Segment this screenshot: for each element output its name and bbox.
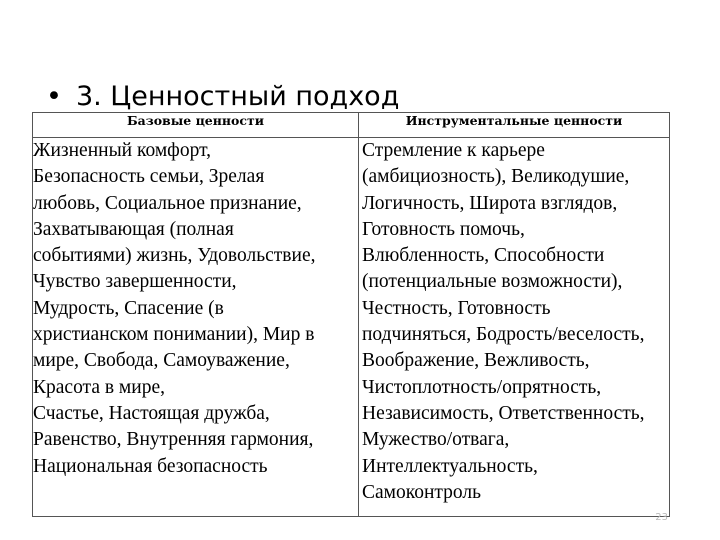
text-line: Стремление к карьере: [362, 140, 545, 161]
text-line: любовь, Социальное признание,: [33, 192, 302, 214]
text-line: Интеллектуальность,: [362, 455, 538, 477]
table-row: [33, 138, 670, 517]
text-line: Мужество/отвага,: [362, 429, 510, 451]
header-basic-values: Базовые ценности: [33, 113, 359, 138]
text-line: Воображение, Вежливость,: [362, 350, 590, 372]
text-line: Счастье, Настоящая дружба,: [33, 402, 270, 424]
text-line: Красота в мире,: [33, 376, 165, 398]
bullet-marker: •: [46, 81, 62, 112]
text-line: (амбициозность), Великодушие,: [362, 166, 630, 188]
text-line: Жизненный комфорт,: [33, 140, 211, 161]
instrumental-values-cell: [359, 138, 670, 517]
text-line: Чистоплотность/опрятность,: [362, 376, 602, 398]
text-line: Готовность помочь,: [362, 218, 525, 240]
text-line: Захватывающая (полная: [33, 218, 234, 240]
text-line: Национальная безопасность: [33, 455, 268, 477]
text-line: Чувство завершенности,: [33, 271, 237, 293]
text-line: Самоконтроль: [362, 481, 482, 503]
text-line: Равенство, Внутренняя гармония,: [33, 429, 314, 451]
text-line: событиями) жизнь, Удовольствие,: [33, 245, 316, 267]
text-line: Честность, Готовность: [362, 297, 551, 319]
text-line: Мудрость, Спасение (в: [33, 297, 224, 319]
text-line: Влюбленность, Способности: [362, 245, 605, 267]
text-line: (потенциальные возможности),: [362, 271, 623, 293]
values-table: [32, 112, 670, 517]
text-line: подчиняться, Бодрость/веселость,: [362, 324, 645, 346]
slide-number: 23: [655, 512, 668, 523]
text-line: мире, Свобода, Самоуважение,: [33, 350, 290, 372]
basic-values-cell: [33, 138, 359, 517]
page-title: 3. Ценностный подход: [75, 81, 400, 112]
text-line: христианском понимании), Мир в: [33, 324, 315, 346]
slide-heading: [46, 80, 399, 114]
table-header-row: [33, 113, 670, 138]
text-line: Логичность, Широта взглядов,: [362, 192, 618, 214]
header-instrumental-values: Инструментальные ценности: [359, 113, 670, 138]
text-line: Безопасность семьи, Зрелая: [33, 166, 265, 188]
text-line: Независимость, Ответственность,: [362, 402, 645, 424]
